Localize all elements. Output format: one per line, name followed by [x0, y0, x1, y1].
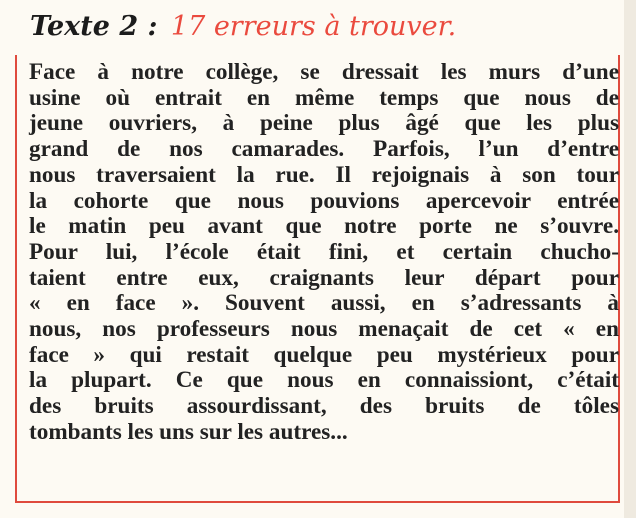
text-line: la cohorte que nous pouvions apercevoir entrée [29, 187, 619, 214]
heading-title: 17 erreurs à trouver. [170, 11, 457, 42]
exercise-heading [30, 10, 456, 44]
text-line: jeune ouvriers, à peine plus âgé que les plus [29, 110, 619, 137]
text-line: grand de nos camarades. Parfois, l’un d’entre [29, 136, 619, 163]
text-line: nous traversaient la rue. Il rejoignais à son tour [29, 161, 619, 188]
text-line: des bruits assourdissant, des bruits de tôles [29, 393, 619, 420]
text-line: taient entre eux, craignants leur départ pour [29, 264, 619, 291]
scan-edge [624, 0, 636, 518]
text-line: usine où entrait en même temps que nous de [29, 84, 619, 111]
heading-label: Texte 2 [30, 11, 139, 42]
text-line: Pour lui, l’école était fini, et certain chucho- [29, 238, 619, 265]
text-line: face » qui restait quelque peu mystérieux pour [29, 341, 619, 368]
text-line: le matin peu avant que notre porte ne s’ouvre. [29, 213, 619, 240]
heading-separator: : [147, 11, 158, 42]
text-line: tombants les uns sur les autres... [29, 418, 348, 445]
text-line: nous, nos professeurs nous menaçait de cet « en [29, 316, 619, 343]
text-line: la plupart. Ce que nous en connaissiont, c’était [29, 367, 619, 394]
exercise-text [29, 60, 619, 446]
text-line: « en face ». Souvent aussi, en s’adressants à [29, 290, 619, 317]
text-line: Face à notre collège, se dressait les murs d’une [29, 59, 619, 85]
